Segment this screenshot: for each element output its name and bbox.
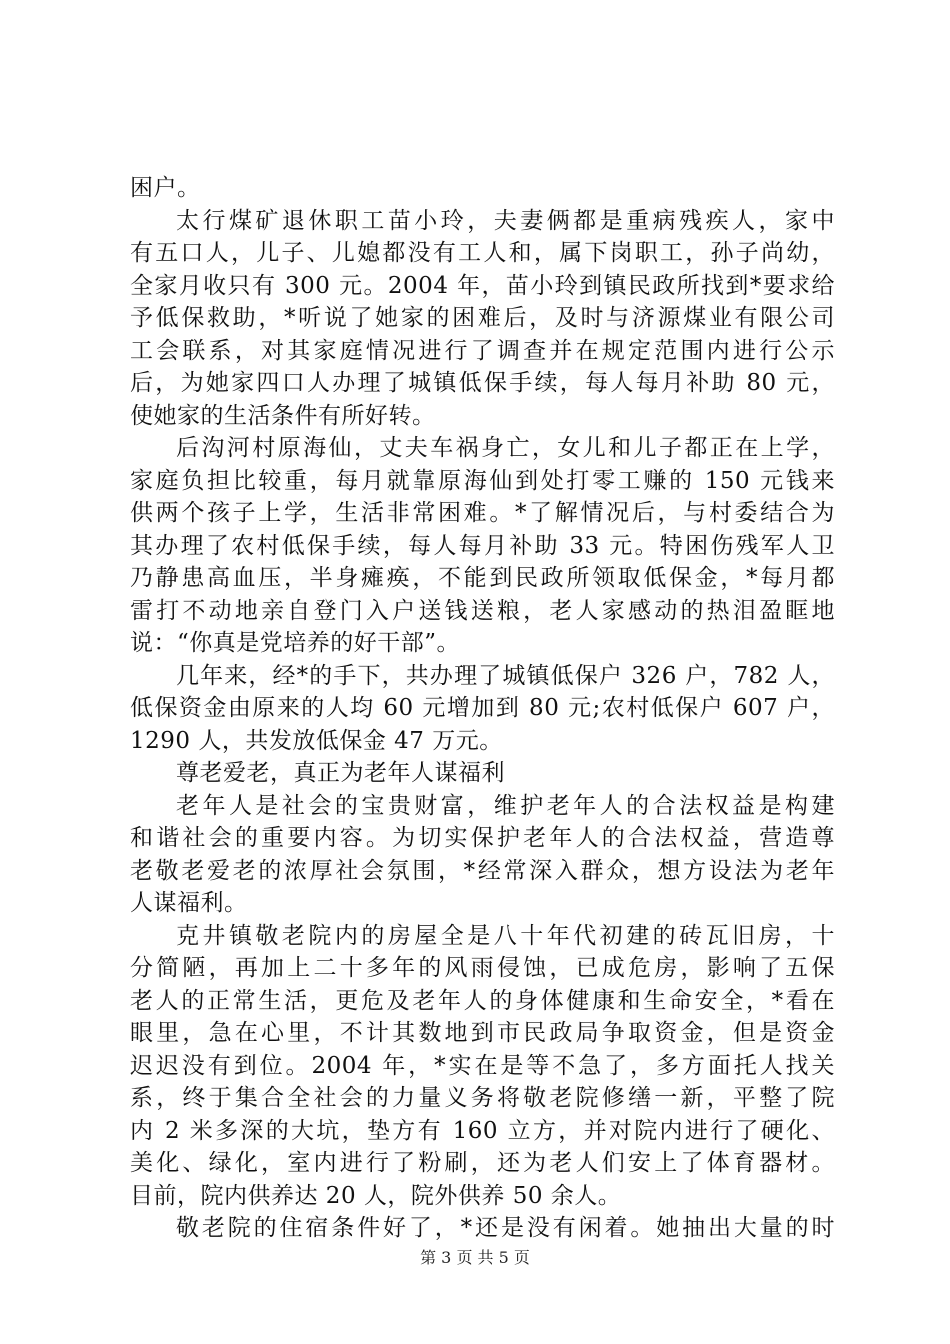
text-line: 美化、绿化，室内进行了粉刷，还为老人们安上了体育器材。 (130, 1150, 835, 1176)
text-line: 有五口人，儿子、儿媳都没有工人和，属下岗职工，孙子尚幼， (130, 240, 835, 266)
text-line: 困户。 (130, 175, 201, 201)
text-line: 后沟河村原海仙，丈夫车祸身亡，女儿和儿子都正在上学， (176, 435, 835, 461)
text-line: 其办理了农村低保手续，每人每月补助 33 元。特困伤残军人卫 (130, 532, 835, 559)
text-line: 人谋福利。 (130, 890, 248, 916)
text-line: 克井镇敬老院内的房屋全是八十年代初建的砖瓦旧房，十 (176, 922, 835, 949)
text-line: 使她家的生活条件有所好转。 (130, 402, 436, 429)
text-line: 敬老院的住宿条件好了，*还是没有闲着。她抽出大量的时 (176, 1215, 835, 1241)
text-line: 说：“你真是党培养的好干部”。 (130, 630, 461, 656)
text-line: 低保资金由原来的人均 60 元增加到 80 元;农村低保户 607 户， (130, 695, 835, 721)
text-line: 予低保救助，*听说了她家的困难后，及时与济源煤业有限公司 (130, 305, 835, 331)
page-footer: 第 3 页 共 5 页 (420, 1248, 530, 1267)
text-line: 后，为她家四口人办理了城镇低保手续，每人每月补助 80 元， (130, 370, 835, 396)
text-line: 雷打不动地亲自登门入户送钱送粮，老人家感动的热泪盈眶地 (130, 597, 835, 624)
text-line: 几年来，经*的手下，共办理了城镇低保户 326 户，782 人， (176, 662, 835, 689)
text-line: 全家月收只有 300 元。2004 年，苗小玲到镇民政所找到*要求给 (130, 272, 835, 299)
text-line: 尊老爱老，真正为老年人谋福利 (176, 760, 505, 786)
text-line: 供两个孩子上学，生活非常困难。*了解情况后，与村委结合为 (130, 500, 835, 526)
text-line: 和谐社会的重要内容。为切实保护老年人的合法权益，营造尊 (130, 825, 835, 851)
text-line: 内 2 米多深的大坑，垫方有 160 立方，并对院内进行了硬化、 (130, 1117, 835, 1144)
text-line: 分简陋，再加上二十多年的风雨侵蚀，已成危房，影响了五保 (130, 955, 835, 981)
text-line: 目前，院内供养达 20 人，院外供养 50 余人。 (130, 1182, 622, 1209)
text-line: 迟迟没有到位。2004 年，*实在是等不急了，多方面托人找关 (130, 1052, 835, 1079)
text-line: 家庭负担比较重，每月就靠原海仙到处打零工赚的 150 元钱来 (130, 467, 835, 494)
text-line: 老人的正常生活，更危及老年人的身体健康和生命安全，*看在 (130, 987, 835, 1014)
text-line: 太行煤矿退休职工苗小玲，夫妻俩都是重病残疾人，家中 (176, 207, 835, 234)
text-line: 老敬老爱老的浓厚社会氛围，*经常深入群众，想方设法为老年 (130, 857, 835, 884)
text-line: 工会联系，对其家庭情况进行了调查并在规定范围内进行公示 (130, 337, 835, 364)
text-line: 眼里，急在心里，不计其数地到市民政局争取资金，但是资金 (130, 1020, 835, 1046)
text-line: 1290 人，共发放低保金 47 万元。 (130, 727, 503, 754)
text-line: 系，终于集合全社会的力量义务将敬老院修缮一新，平整了院 (130, 1085, 835, 1111)
document-body (130, 172, 835, 1245)
text-line: 乃静患高血压，半身瘫痪，不能到民政所领取低保金，*每月都 (130, 565, 835, 591)
text-line: 老年人是社会的宝贵财富，维护老年人的合法权益是构建 (176, 792, 835, 819)
